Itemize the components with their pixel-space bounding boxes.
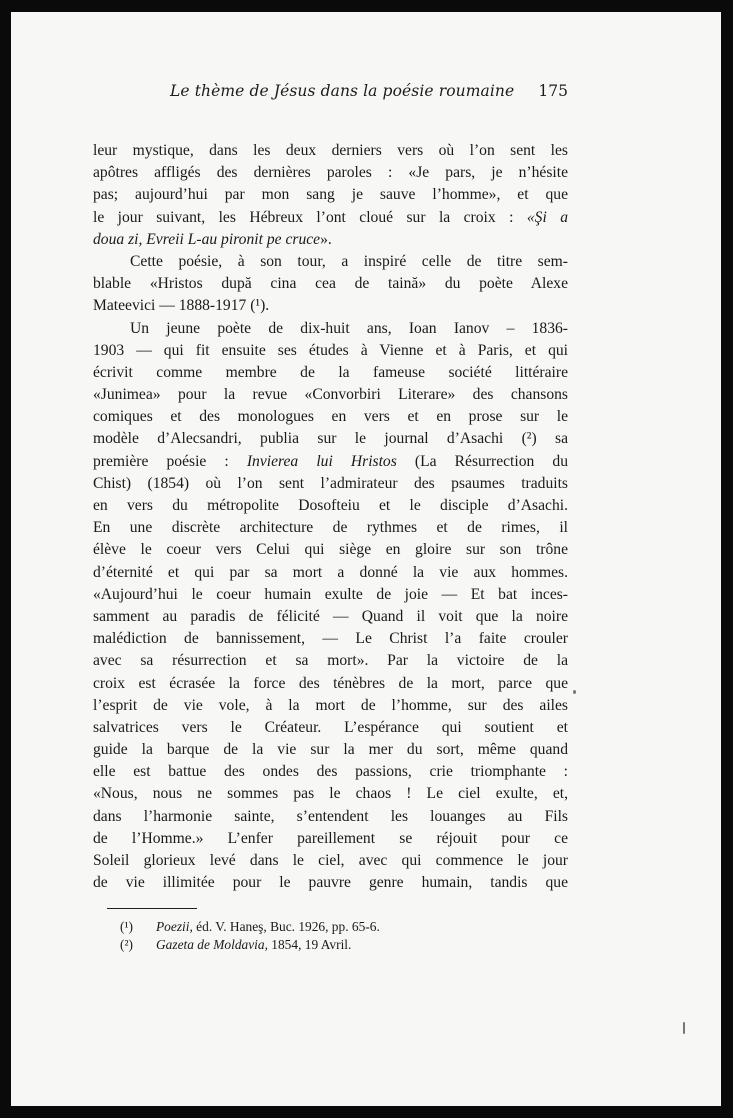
text-segment: le jour suivant, les Hébreux l’ont cloué sur la croix :: [93, 208, 514, 226]
text-line: samment au paradis de félicité — Quand il voit que la noire: [93, 607, 568, 625]
running-header: [170, 82, 568, 100]
scan-speck: [683, 1022, 685, 1034]
quote-romanian: doua zi, Evreii L-au pironit pe cruce: [93, 230, 321, 248]
text-line: en vers du métropolite Dosofteiu et le disciple d’Asachi.: [93, 497, 568, 514]
text-line: [93, 207, 568, 229]
text-line: d’éternité et qui par sa mort a donné la vie aux hommes.: [93, 563, 568, 581]
text-line: croix est écrasée la force des ténèbres de la mort, parce que: [93, 674, 568, 692]
text-line: pas; aujourd’hui par mon sang je sauve l’homme», et que: [93, 186, 568, 204]
text-line: malédiction de bannissement, — Le Christ l’a faite crouler: [93, 630, 568, 648]
footnote-text: 1854, 19 Avril.: [267, 937, 352, 952]
poem-title: Invierea lui Hristos: [246, 452, 397, 470]
body-text: [93, 140, 568, 894]
text-line: elle est battue des ondes des passions, crie triomphante :: [93, 763, 568, 781]
text-line: écrivit comme membre de la fameuse société littéraire: [93, 363, 568, 381]
footnote-mark: (²): [120, 937, 133, 952]
text-segment: (La Résurrection du: [414, 452, 568, 470]
text-line: comiques et des monologues en vers et en prose sur le: [93, 408, 568, 426]
text-line: «Junimea» pour la revue «Convorbiri Literare» des chansons: [93, 386, 568, 404]
text-line: 1903 — qui fit ensuite ses études à Vienne et à Paris, et qui: [93, 341, 568, 359]
page-number: 175: [538, 82, 568, 100]
text-line: Mateevici — 1888-1917 (¹).: [93, 297, 270, 315]
text-segment: ».: [320, 230, 332, 248]
text-line: élève le coeur vers Celui qui siège en gloire sur son trône: [93, 541, 568, 559]
footnote-mark: (¹): [120, 919, 133, 934]
text-line: Cette poésie, à son tour, a inspiré celle de titre sem-: [130, 252, 568, 270]
footnote-title: Gazeta de Moldavia,: [156, 937, 268, 952]
footnote-title: Poezii,: [156, 919, 193, 934]
text-line: En une discrète architecture de rythmes et de rimes, il: [93, 519, 568, 537]
text-line: dans l’harmonie sainte, s’entendent les louanges au Fils: [93, 807, 568, 825]
text-line: «Nous, nous ne sommes pas le chaos ! Le ciel exulte, et,: [93, 785, 568, 803]
text-line: Chist) (1854) où l’on sent l’admirateur des psaumes traduits: [93, 474, 568, 492]
text-line: Un jeune poète de dix-huit ans, Ioan Ianov – 1836-: [130, 319, 568, 337]
text-segment: première poésie :: [93, 452, 229, 470]
footnotes: [120, 918, 520, 954]
text-line: de vie illimitée pour le pauvre genre humain, tandis que: [93, 874, 568, 892]
text-line: leur mystique, dans les deux derniers vers où l’on sent les: [93, 142, 568, 159]
text-line: guide la barque de la vie sur la mer du sort, même quand: [93, 741, 568, 759]
text-line: [93, 229, 568, 251]
footnote-rule: [107, 908, 197, 909]
footnote: [120, 918, 520, 936]
running-title: Le thème de Jésus dans la poésie roumaine: [170, 82, 515, 100]
footnote-text: éd. V. Haneş, Buc. 1926, pp. 65-6.: [192, 919, 380, 934]
text-line: [93, 451, 568, 473]
text-line: modèle d’Alecsandri, publia sur le journal d’Asachi (²) sa: [93, 430, 568, 448]
text-line: «Aujourd’hui le coeur humain exulte de joie — Et bat inces-: [93, 585, 568, 603]
text-line: apôtres affligés des dernières paroles : «Je pars, je n’hésite: [93, 164, 568, 182]
scan-speck: [573, 690, 576, 694]
quote-romanian: «Şi a: [526, 208, 568, 226]
text-line: salvatrices vers le Créateur. L’espérance qui soutient et: [93, 718, 568, 736]
text-line: blable «Hristos după cina cea de taină» du poète Alexe: [93, 275, 568, 293]
text-line: avec sa résurrection et sa mort». Par la victoire de la: [93, 652, 568, 670]
text-line: Soleil glorieux levé dans le ciel, avec qui commence le jour: [93, 852, 568, 869]
text-line: de l’Homme.» L’enfer pareillement se réjouit pour ce: [93, 829, 568, 847]
text-line: l’esprit de vie vole, à la mort de l’homme, sur des ailes: [93, 696, 568, 714]
footnote: [120, 936, 520, 954]
